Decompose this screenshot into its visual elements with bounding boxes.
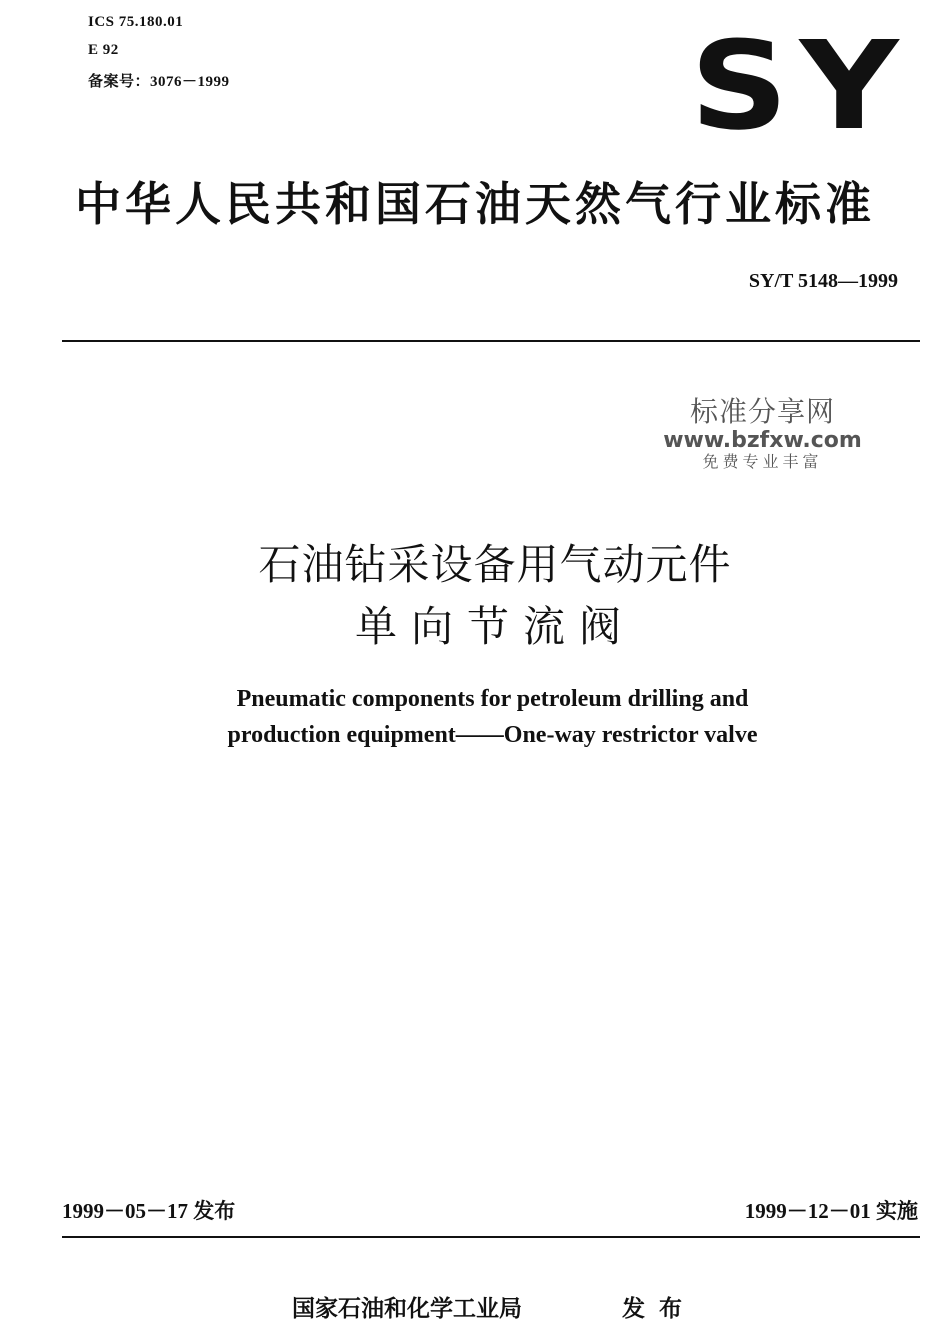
issue-date: 1999－05－17 发布	[62, 1199, 236, 1223]
header-divider	[62, 340, 920, 342]
english-title-line-2: production equipment——One-way restrictor valve	[227, 722, 758, 748]
watermark	[660, 395, 865, 471]
watermark-slogan: 免费专业丰富	[702, 452, 823, 471]
english-title-line-1: Pneumatic components for petroleum drilling and	[236, 686, 749, 712]
footer-divider	[62, 1236, 920, 1238]
chinese-title-line-1: 石油钻采设备用气动元件	[258, 540, 732, 589]
category-code: E 92	[88, 42, 119, 58]
chinese-title-line-2: 单向节流阀	[354, 602, 635, 651]
issue-verb: 发布	[622, 1296, 696, 1322]
watermark-url: www.bzfxw.com	[663, 428, 862, 453]
standard-number: SY/T 5148—1999	[748, 270, 898, 292]
industry-standard-title: 中华人民共和国石油天然气行业标准	[75, 177, 875, 231]
record-number: 备案号：3076－1999	[88, 74, 230, 90]
implementation-date: 1999－12－01 实施	[744, 1199, 918, 1223]
ics-code: ICS 75.180.01	[88, 14, 184, 30]
sy-logo: SY	[690, 15, 910, 157]
issuing-authority: 国家石油和化学工业局	[292, 1296, 522, 1322]
watermark-name: 标准分享网	[689, 395, 835, 428]
